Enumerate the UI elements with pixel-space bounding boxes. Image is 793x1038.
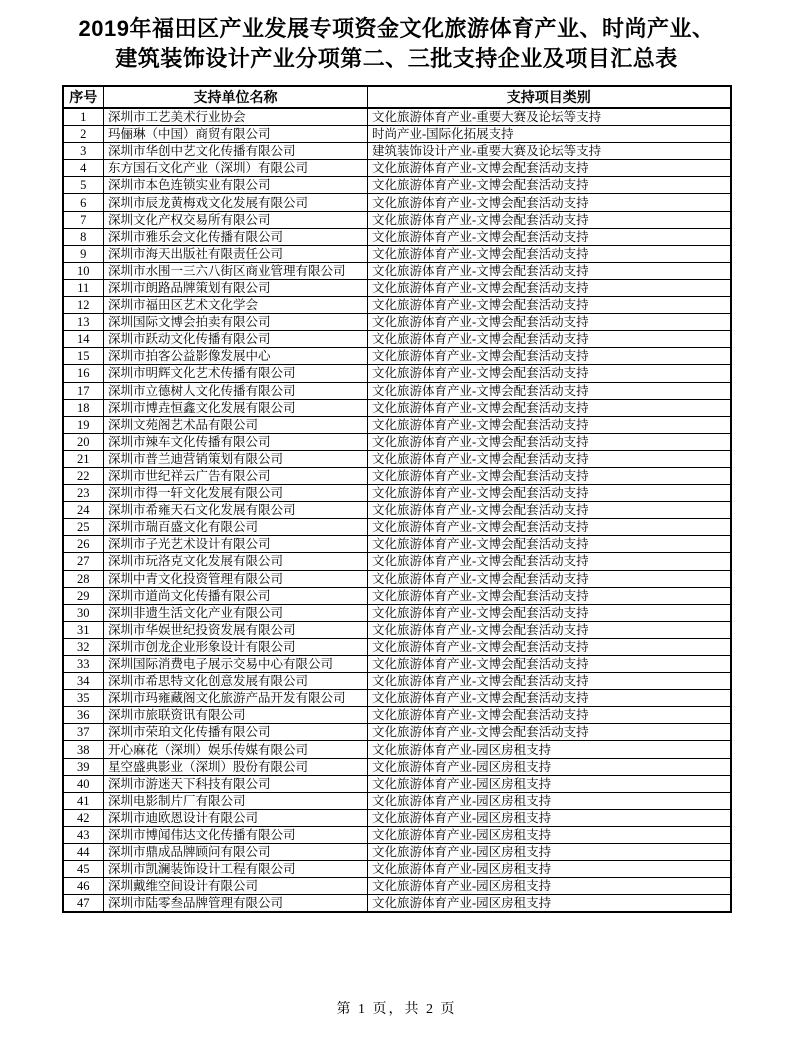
project-category-cell: 文化旅游体育产业-文博会配套活动支持 <box>368 450 731 467</box>
project-category-cell: 文化旅游体育产业-文博会配套活动支持 <box>368 570 731 587</box>
unit-name-cell: 深圳市跃动文化传播有限公司 <box>104 331 368 348</box>
project-category-cell: 文化旅游体育产业-园区房租支持 <box>368 826 731 843</box>
row-number-cell: 43 <box>63 826 104 843</box>
table-row <box>63 485 731 502</box>
project-category-cell: 时尚产业-国际化拓展支持 <box>368 126 731 143</box>
row-number-cell: 20 <box>63 433 104 450</box>
project-category-cell: 文化旅游体育产业-文博会配套活动支持 <box>368 177 731 194</box>
unit-name-cell: 深圳戴维空间设计有限公司 <box>104 878 368 895</box>
project-category-cell: 文化旅游体育产业-文博会配套活动支持 <box>368 621 731 638</box>
project-category-cell: 文化旅游体育产业-文博会配套活动支持 <box>368 638 731 655</box>
row-number-cell: 26 <box>63 536 104 553</box>
row-number-cell: 27 <box>63 553 104 570</box>
table-row <box>63 673 731 690</box>
row-number-cell: 12 <box>63 297 104 314</box>
table-row <box>63 775 731 792</box>
unit-name-cell: 深圳市辣车文化传播有限公司 <box>104 433 368 450</box>
unit-name-cell: 深圳市创龙企业形象设计有限公司 <box>104 638 368 655</box>
table-row <box>63 262 731 279</box>
project-category-cell: 文化旅游体育产业-园区房租支持 <box>368 758 731 775</box>
project-category-cell: 文化旅游体育产业-文博会配套活动支持 <box>368 245 731 262</box>
row-number-cell: 31 <box>63 621 104 638</box>
unit-name-cell: 深圳市工艺美术行业协会 <box>104 108 368 126</box>
row-number-cell: 34 <box>63 673 104 690</box>
table-row <box>63 108 731 126</box>
table-row <box>63 809 731 826</box>
unit-name-cell: 深圳国际消费电子展示交易中心有限公司 <box>104 656 368 673</box>
project-category-cell: 文化旅游体育产业-文博会配套活动支持 <box>368 536 731 553</box>
unit-name-cell: 深圳市朗路品牌策划有限公司 <box>104 279 368 296</box>
row-number-cell: 42 <box>63 809 104 826</box>
project-category-cell: 文化旅游体育产业-文博会配套活动支持 <box>368 160 731 177</box>
row-number-cell: 30 <box>63 604 104 621</box>
row-number-cell: 24 <box>63 502 104 519</box>
row-number-cell: 25 <box>63 519 104 536</box>
unit-name-cell: 深圳市明辉文化艺术传播有限公司 <box>104 365 368 382</box>
row-number-cell: 45 <box>63 861 104 878</box>
table-row <box>63 741 731 758</box>
row-number-cell: 4 <box>63 160 104 177</box>
project-category-cell: 文化旅游体育产业-文博会配套活动支持 <box>368 382 731 399</box>
unit-name-cell: 深圳市华创中艺文化传播有限公司 <box>104 143 368 160</box>
table-row <box>63 348 731 365</box>
row-number-cell: 33 <box>63 656 104 673</box>
row-number-cell: 35 <box>63 690 104 707</box>
unit-name-cell: 开心麻花（深圳）娱乐传媒有限公司 <box>104 741 368 758</box>
unit-name-cell: 深圳市福田区艺术文化学会 <box>104 297 368 314</box>
table-row <box>63 826 731 843</box>
row-number-cell: 40 <box>63 775 104 792</box>
row-number-cell: 11 <box>63 279 104 296</box>
table-row <box>63 758 731 775</box>
row-number-cell: 2 <box>63 126 104 143</box>
table-row <box>63 553 731 570</box>
row-number-cell: 18 <box>63 399 104 416</box>
project-category-cell: 文化旅游体育产业-文博会配套活动支持 <box>368 211 731 228</box>
unit-name-cell: 深圳市陆零叁品牌管理有限公司 <box>104 895 368 913</box>
unit-name-cell: 深圳市世纪祥云广告有限公司 <box>104 467 368 484</box>
table-row <box>63 194 731 211</box>
row-number-cell: 3 <box>63 143 104 160</box>
project-category-cell: 文化旅游体育产业-文博会配套活动支持 <box>368 519 731 536</box>
unit-name-cell: 深圳国际文博会拍卖有限公司 <box>104 314 368 331</box>
table-row <box>63 314 731 331</box>
unit-name-cell: 深圳市水围一三六八街区商业管理有限公司 <box>104 262 368 279</box>
project-category-cell: 文化旅游体育产业-园区房租支持 <box>368 861 731 878</box>
table-row <box>63 365 731 382</box>
table-row <box>63 621 731 638</box>
project-category-cell: 建筑装饰设计产业-重要大赛及论坛等支持 <box>368 143 731 160</box>
project-category-cell: 文化旅游体育产业-文博会配套活动支持 <box>368 262 731 279</box>
table-row <box>63 399 731 416</box>
row-number-cell: 14 <box>63 331 104 348</box>
table-row <box>63 604 731 621</box>
project-category-cell: 文化旅游体育产业-文博会配套活动支持 <box>368 604 731 621</box>
unit-name-cell: 深圳文苑阁艺术品有限公司 <box>104 416 368 433</box>
row-number-cell: 7 <box>63 211 104 228</box>
row-number-cell: 15 <box>63 348 104 365</box>
table-row <box>63 160 731 177</box>
project-category-cell: 文化旅游体育产业-文博会配套活动支持 <box>368 279 731 296</box>
row-number-cell: 28 <box>63 570 104 587</box>
project-category-cell: 文化旅游体育产业-园区房租支持 <box>368 741 731 758</box>
project-category-cell: 文化旅游体育产业-文博会配套活动支持 <box>368 553 731 570</box>
unit-name-cell: 星空盛典影业（深圳）股份有限公司 <box>104 758 368 775</box>
table-row <box>63 177 731 194</box>
project-category-cell: 文化旅游体育产业-文博会配套活动支持 <box>368 502 731 519</box>
unit-name-cell: 深圳市玛雍藏阁文化旅游产品开发有限公司 <box>104 690 368 707</box>
row-number-cell: 41 <box>63 792 104 809</box>
project-category-cell: 文化旅游体育产业-文博会配套活动支持 <box>368 656 731 673</box>
unit-name-cell: 深圳市本色连锁实业有限公司 <box>104 177 368 194</box>
unit-name-cell: 深圳市雅乐会文化传播有限公司 <box>104 228 368 245</box>
table-row <box>63 690 731 707</box>
table-row <box>63 638 731 655</box>
unit-name-cell: 深圳市游迷天下科技有限公司 <box>104 775 368 792</box>
unit-name-cell: 深圳市拍客公益影像发展中心 <box>104 348 368 365</box>
project-category-cell: 文化旅游体育产业-园区房租支持 <box>368 792 731 809</box>
project-category-cell: 文化旅游体育产业-文博会配套活动支持 <box>368 587 731 604</box>
row-number-cell: 13 <box>63 314 104 331</box>
row-number-cell: 6 <box>63 194 104 211</box>
unit-name-cell: 深圳市鼎成品牌顾问有限公司 <box>104 844 368 861</box>
unit-name-cell: 深圳市荣珀文化传播有限公司 <box>104 724 368 741</box>
row-number-cell: 39 <box>63 758 104 775</box>
table-row <box>63 707 731 724</box>
table-row <box>63 587 731 604</box>
project-category-cell: 文化旅游体育产业-文博会配套活动支持 <box>368 297 731 314</box>
column-header-category: 支持项目类别 <box>368 86 731 108</box>
table-row <box>63 297 731 314</box>
table-row <box>63 861 731 878</box>
page-number-footer: 第 1 页，共 2 页 <box>336 1002 457 1017</box>
project-category-cell: 文化旅游体育产业-园区房租支持 <box>368 895 731 913</box>
unit-name-cell: 深圳市迪欧恩设计有限公司 <box>104 809 368 826</box>
column-header-no: 序号 <box>63 86 104 108</box>
page-title-line2: 建筑装饰设计产业分项第二、三批支持企业及项目汇总表 <box>115 46 678 71</box>
table-row <box>63 450 731 467</box>
project-category-cell: 文化旅游体育产业-文博会配套活动支持 <box>368 228 731 245</box>
unit-name-cell: 深圳市凯澜装饰设计工程有限公司 <box>104 861 368 878</box>
table-row <box>63 656 731 673</box>
row-number-cell: 21 <box>63 450 104 467</box>
unit-name-cell: 深圳市博垚恒鑫文化发展有限公司 <box>104 399 368 416</box>
row-number-cell: 32 <box>63 638 104 655</box>
table-row <box>63 126 731 143</box>
unit-name-cell: 深圳市立德树人文化传播有限公司 <box>104 382 368 399</box>
unit-name-cell: 深圳市道尚文化传播有限公司 <box>104 587 368 604</box>
row-number-cell: 1 <box>63 108 104 126</box>
row-number-cell: 46 <box>63 878 104 895</box>
project-category-cell: 文化旅游体育产业-文博会配套活动支持 <box>368 416 731 433</box>
table-row <box>63 536 731 553</box>
row-number-cell: 36 <box>63 707 104 724</box>
project-category-cell: 文化旅游体育产业-园区房租支持 <box>368 809 731 826</box>
table-row <box>63 211 731 228</box>
table-row <box>63 245 731 262</box>
row-number-cell: 29 <box>63 587 104 604</box>
unit-name-cell: 深圳文化产权交易所有限公司 <box>104 211 368 228</box>
unit-name-cell: 东方国石文化产业（深圳）有限公司 <box>104 160 368 177</box>
table-row <box>63 570 731 587</box>
row-number-cell: 38 <box>63 741 104 758</box>
table-row <box>63 433 731 450</box>
project-category-cell: 文化旅游体育产业-文博会配套活动支持 <box>368 690 731 707</box>
row-number-cell: 16 <box>63 365 104 382</box>
table-row <box>63 143 731 160</box>
table-row <box>63 519 731 536</box>
unit-name-cell: 深圳市旅联资讯有限公司 <box>104 707 368 724</box>
row-number-cell: 8 <box>63 228 104 245</box>
unit-name-cell: 深圳市希雍天石文化发展有限公司 <box>104 502 368 519</box>
project-category-cell: 文化旅游体育产业-文博会配套活动支持 <box>368 467 731 484</box>
column-header-name: 支持单位名称 <box>104 86 368 108</box>
unit-name-cell: 深圳市得一轩文化发展有限公司 <box>104 485 368 502</box>
project-category-cell: 文化旅游体育产业-文博会配套活动支持 <box>368 348 731 365</box>
page-title-line1: 2019年福田区产业发展专项资金文化旅游体育产业、时尚产业、 <box>78 16 715 41</box>
support-summary-table <box>62 85 732 913</box>
row-number-cell: 22 <box>63 467 104 484</box>
unit-name-cell: 玛俪琳（中国）商贸有限公司 <box>104 126 368 143</box>
row-number-cell: 37 <box>63 724 104 741</box>
table-body <box>63 108 731 912</box>
table-row <box>63 382 731 399</box>
row-number-cell: 19 <box>63 416 104 433</box>
unit-name-cell: 深圳市辰龙黄梅戏文化发展有限公司 <box>104 194 368 211</box>
table-row <box>63 331 731 348</box>
project-category-cell: 文化旅游体育产业-文博会配套活动支持 <box>368 433 731 450</box>
unit-name-cell: 深圳市希思特文化创意发展有限公司 <box>104 673 368 690</box>
project-category-cell: 文化旅游体育产业-文博会配套活动支持 <box>368 485 731 502</box>
row-number-cell: 47 <box>63 895 104 913</box>
project-category-cell: 文化旅游体育产业-文博会配套活动支持 <box>368 399 731 416</box>
table-row <box>63 467 731 484</box>
table-row <box>63 792 731 809</box>
project-category-cell: 文化旅游体育产业-文博会配套活动支持 <box>368 314 731 331</box>
table-header-row <box>63 86 731 108</box>
page-title <box>40 14 753 74</box>
project-category-cell: 文化旅游体育产业-园区房租支持 <box>368 878 731 895</box>
row-number-cell: 23 <box>63 485 104 502</box>
unit-name-cell: 深圳市玩洛克文化发展有限公司 <box>104 553 368 570</box>
row-number-cell: 5 <box>63 177 104 194</box>
project-category-cell: 文化旅游体育产业-文博会配套活动支持 <box>368 331 731 348</box>
unit-name-cell: 深圳非遗生活文化产业有限公司 <box>104 604 368 621</box>
project-category-cell: 文化旅游体育产业-园区房租支持 <box>368 775 731 792</box>
row-number-cell: 44 <box>63 844 104 861</box>
table-row <box>63 895 731 913</box>
project-category-cell: 文化旅游体育产业-文博会配套活动支持 <box>368 365 731 382</box>
table-row <box>63 878 731 895</box>
unit-name-cell: 深圳市子光艺术设计有限公司 <box>104 536 368 553</box>
row-number-cell: 17 <box>63 382 104 399</box>
unit-name-cell: 深圳市普兰迪营销策划有限公司 <box>104 450 368 467</box>
project-category-cell: 文化旅游体育产业-重要大赛及论坛等支持 <box>368 108 731 126</box>
project-category-cell: 文化旅游体育产业-文博会配套活动支持 <box>368 194 731 211</box>
row-number-cell: 10 <box>63 262 104 279</box>
project-category-cell: 文化旅游体育产业-文博会配套活动支持 <box>368 673 731 690</box>
project-category-cell: 文化旅游体育产业-文博会配套活动支持 <box>368 707 731 724</box>
unit-name-cell: 深圳市博闻伟达文化传播有限公司 <box>104 826 368 843</box>
unit-name-cell: 深圳市瑞百盛文化有限公司 <box>104 519 368 536</box>
table-row <box>63 279 731 296</box>
unit-name-cell: 深圳中青文化投资管理有限公司 <box>104 570 368 587</box>
project-category-cell: 文化旅游体育产业-园区房租支持 <box>368 844 731 861</box>
project-category-cell: 文化旅游体育产业-文博会配套活动支持 <box>368 724 731 741</box>
table-row <box>63 844 731 861</box>
table-row <box>63 502 731 519</box>
unit-name-cell: 深圳市海天出版社有限责任公司 <box>104 245 368 262</box>
row-number-cell: 9 <box>63 245 104 262</box>
unit-name-cell: 深圳市华娱世纪投资发展有限公司 <box>104 621 368 638</box>
table-row <box>63 724 731 741</box>
unit-name-cell: 深圳电影制片厂有限公司 <box>104 792 368 809</box>
table-row <box>63 416 731 433</box>
table-row <box>63 228 731 245</box>
